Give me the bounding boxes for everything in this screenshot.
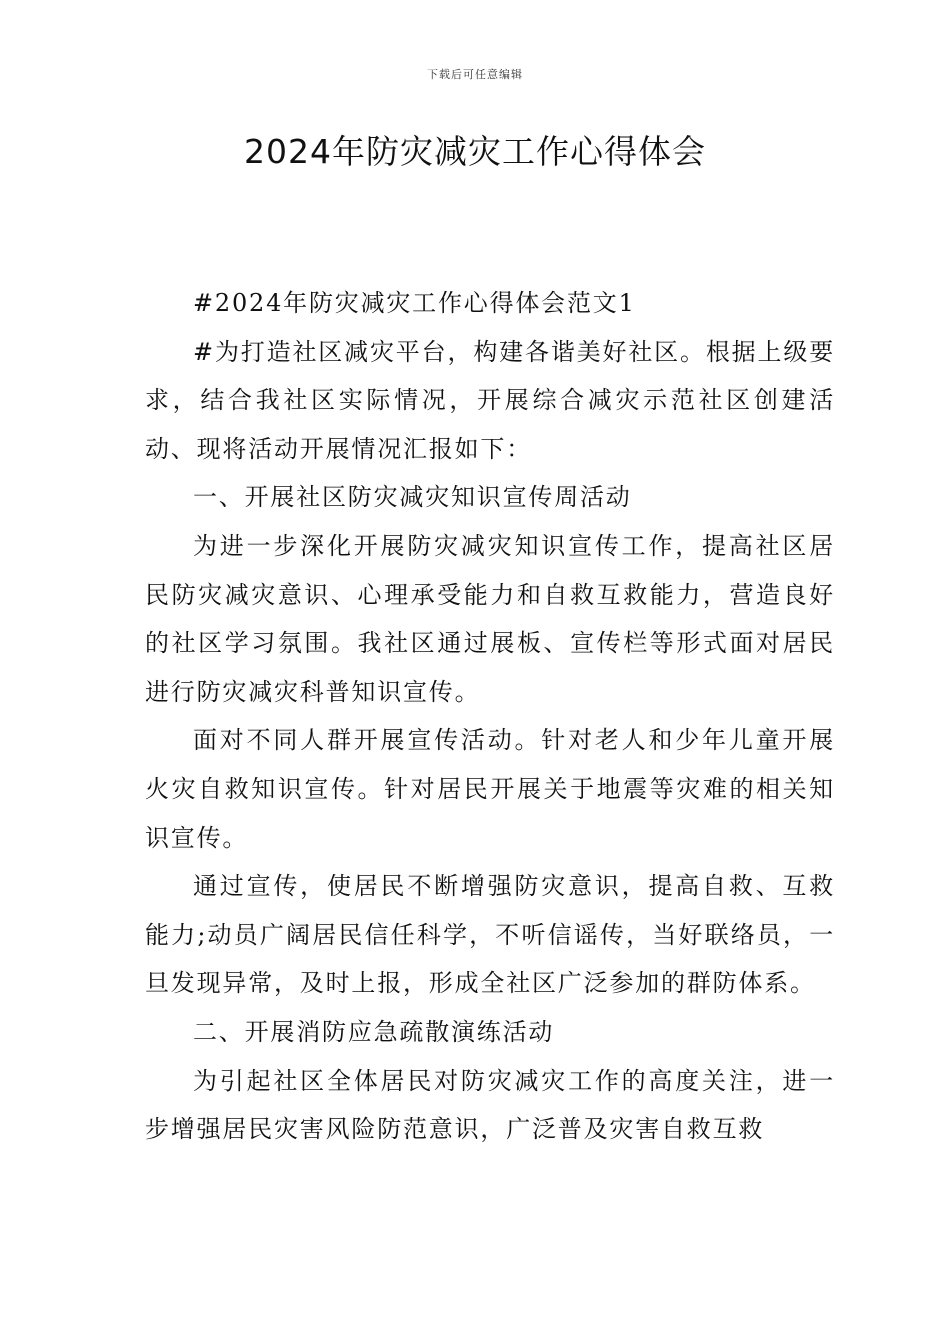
paragraph-awareness: 通过宣传，使居民不断增强防灾意识，提高自救、互救能力;动员广阔居民信任科学，不听信谣传，当好联络员，一旦发现异常，及时上报，形成全社区广泛参加的群防体系。 [145, 872, 835, 998]
paragraph-publicity: 为进一步深化开展防灾减灾知识宣传工作，提高社区居民防灾减灾意识、心理承受能力和自救互救能力，营造良好的社区学习氛围。我社区通过展板、宣传栏等形式面对居民进行防灾减灾科普知识宣传。 [145, 531, 835, 706]
paragraph-intro: #为打造社区减灾平台，构建各谐美好社区。根据上级要求，结合我社区实际情况，开展综合减灾示范社区创建活动、现将活动开展情况汇报如下： [145, 337, 835, 463]
document-title: 2024年防灾减灾工作心得体会 [244, 132, 706, 171]
section-heading-2: 二、开展消防应急疏散演练活动 [193, 1017, 555, 1046]
section-heading-1: 一、开展社区防灾减灾知识宣传周活动 [193, 483, 632, 512]
paragraph-groups: 面对不同人群开展宣传活动。针对老人和少年儿童开展火灾自救知识宣传。针对居民开展关于地震等灾难的相关知识宣传。 [145, 726, 835, 852]
paragraph-subtitle: #2024年防灾减灾工作心得体会范文1 [193, 289, 636, 317]
header-note: 下载后可任意编辑 [427, 68, 523, 81]
paragraph-drill: 为引起社区全体居民对防灾减灾工作的高度关注，进一步增强居民灾害风险防范意识，广泛普及灾害自救互救 [145, 1066, 835, 1144]
document-body [145, 279, 835, 1154]
